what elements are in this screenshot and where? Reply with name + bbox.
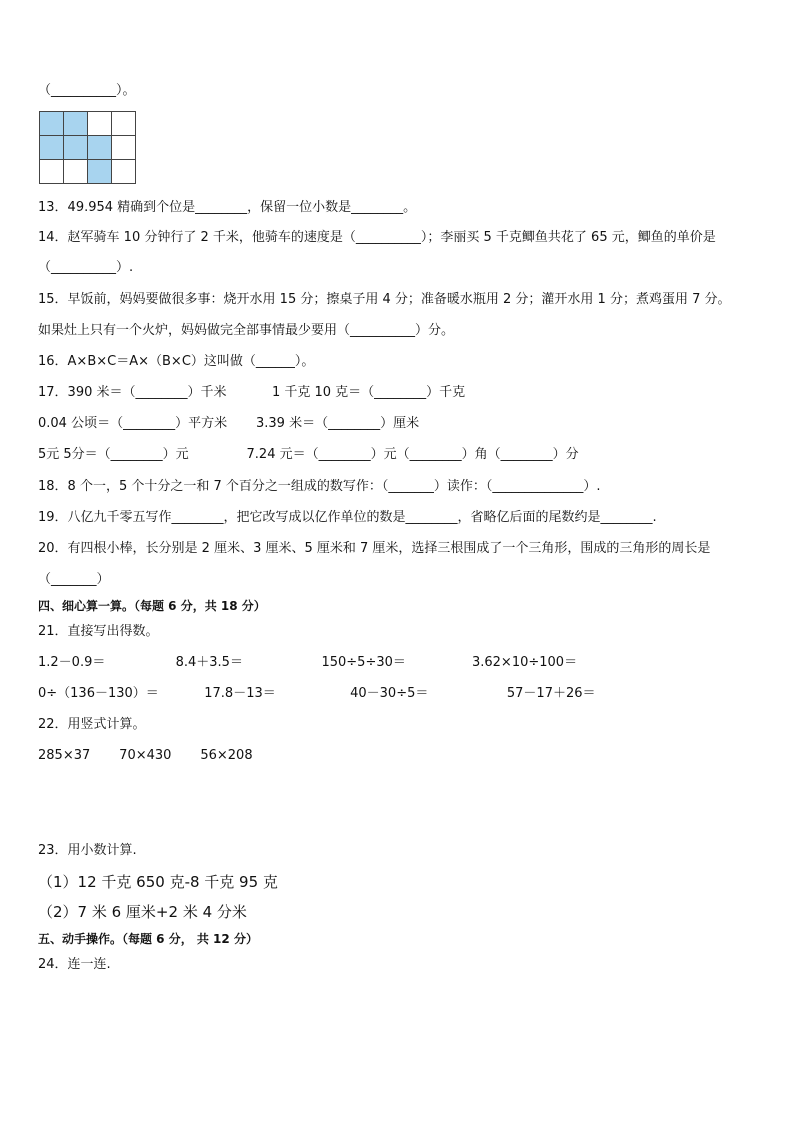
- question-16: 16．A×B×C＝A×（B×C）这叫做（______）。: [38, 354, 315, 369]
- question-20-line-1: 20．有四根小棒，长分别是 2 厘米、3 厘米、5 厘米和 7 厘米，选择三根围成了一个三角形，围成的三角形的周长是: [38, 541, 711, 556]
- shaded-grid-figure: [39, 111, 136, 184]
- question-18: 18．8 个一，5 个十分之一和 7 个百分之一组成的数写作：（_______）读作：（______________）.: [38, 479, 601, 494]
- question-21-row-2: 0÷（136－130）＝ 17.8－13＝ 40－30÷5＝ 57－17＋26＝: [38, 686, 596, 701]
- grid-cell-shaded: [40, 136, 64, 160]
- question-15-line-2: 如果灶上只有一个火炉，妈妈做完全部事情最少要用（__________）分。: [38, 323, 455, 338]
- grid-cell-shaded: [88, 136, 112, 160]
- question-14-line-2: （__________）.: [38, 260, 134, 275]
- grid-cell: [112, 112, 136, 136]
- grid-cell-shaded: [88, 160, 112, 184]
- question-23-part-2: （2）7 米 6 厘米+2 米 4 分米: [38, 903, 247, 921]
- question-21-row-1: 1.2－0.9＝ 8.4＋3.5＝ 150÷5÷30＝ 3.62×10÷100＝: [38, 655, 578, 670]
- grid-cell: [112, 136, 136, 160]
- grid-cell-shaded: [64, 136, 88, 160]
- question-23: 23．用小数计算.: [38, 843, 137, 858]
- grid-cell: [64, 160, 88, 184]
- question-17-line-3: 5元 5分＝（________）元 7.24 元＝（________）元（________）角（________）分: [38, 447, 579, 462]
- question-14-line-1: 14．赵军骑车 10 分钟行了 2 千米，他骑车的速度是（__________）；李丽买 5 千克鲫鱼共花了 65 元，鲫鱼的单价是: [38, 230, 716, 245]
- question-21: 21．直接写出得数。: [38, 624, 159, 639]
- question-17-line-2: 0.04 公顷＝（________）平方米 3.39 米＝（________）厘米: [38, 416, 420, 431]
- question-19: 19．八亿九千零五写作________，把它改写成以亿作单位的数是________，省略亿后面的尾数约是________.: [38, 510, 657, 525]
- question-15-line-1: 15．早饭前，妈妈要做很多事：烧开水用 15 分；擦桌子用 4 分；准备暖水瓶用 2 分；灌开水用 1 分；煮鸡蛋用 7 分。: [38, 292, 731, 307]
- question-17-line-1: 17．390 米＝（________）千米 1 千克 10 克＝（________）千克: [38, 385, 466, 400]
- section-5-heading: 五、动手操作。（每题 6 分， 共 12 分）: [38, 932, 258, 946]
- answer-blank-line: （__________）。: [38, 83, 136, 98]
- question-13: 13．49.954 精确到个位是________，保留一位小数是________。: [38, 200, 417, 215]
- question-20-line-2: （_______）: [38, 572, 110, 587]
- section-4-heading: 四、细心算一算。（每题 6 分，共 18 分）: [38, 599, 266, 613]
- grid-cell: [112, 160, 136, 184]
- question-24: 24．连一连.: [38, 957, 111, 972]
- question-22-items: 285×37 70×430 56×208: [38, 748, 253, 763]
- question-22: 22．用竖式计算。: [38, 717, 146, 732]
- grid-cell-shaded: [64, 112, 88, 136]
- grid-cell-shaded: [40, 112, 64, 136]
- grid-cell: [40, 160, 64, 184]
- question-23-part-1: （1）12 千克 650 克-8 千克 95 克: [38, 873, 278, 891]
- grid-cell: [88, 112, 112, 136]
